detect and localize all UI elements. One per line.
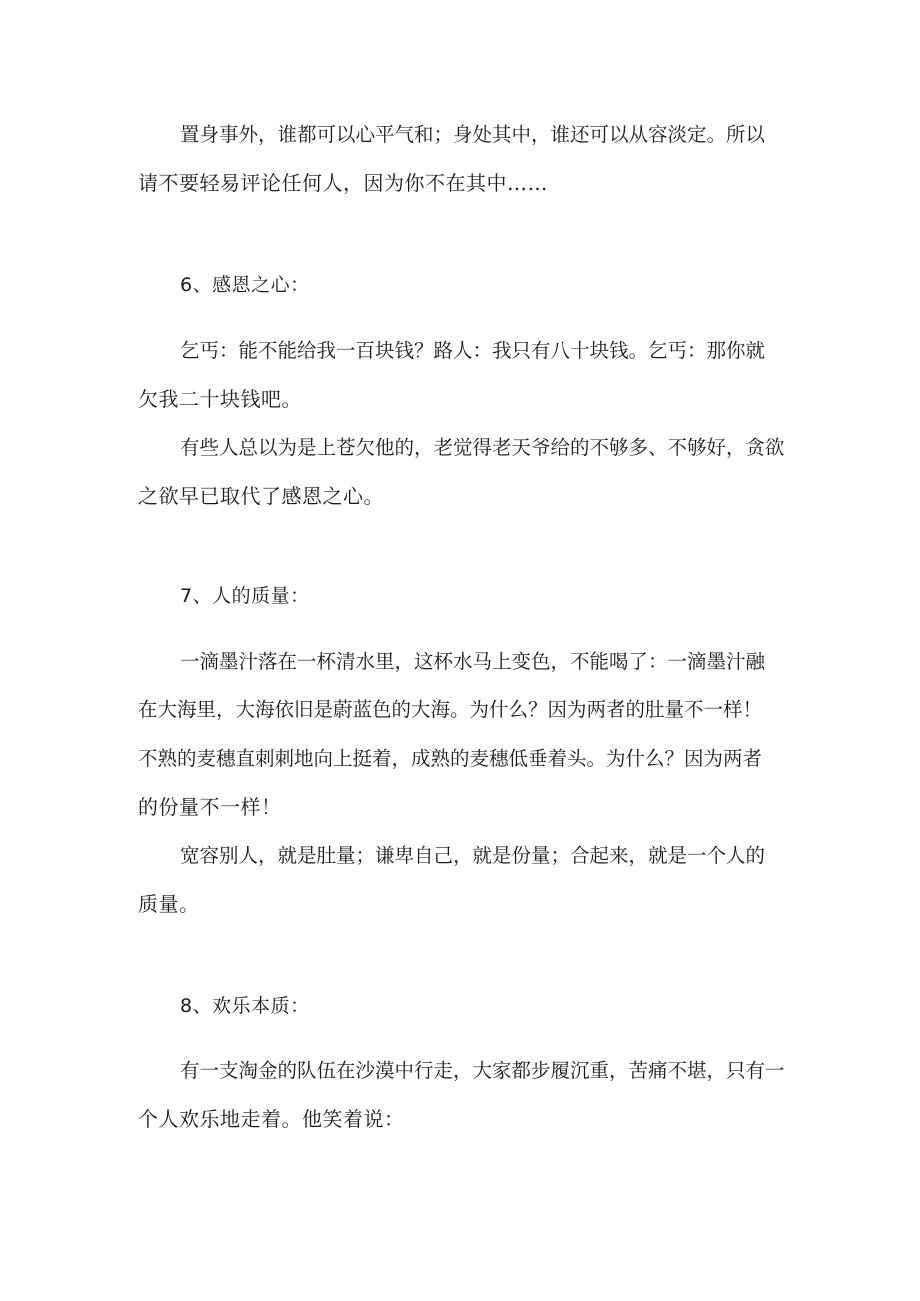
paragraph-line: 置身事外，谁都可以心平气和；身处其中，谁还可以从容淡定。所以 (180, 123, 766, 146)
paragraph-line: 有些人总以为是上苍欠他的，老觉得老天爷给的不够多、不够好，贪欲 (180, 436, 785, 459)
paragraph-line: 欠我二十块钱吧。 (138, 387, 302, 411)
paragraph-line: 的份量不一样！ (138, 795, 282, 819)
paragraph-line: 乞丐：能不能给我一百块钱？路人：我只有八十块钱。乞丐：那你就 (180, 339, 766, 362)
paragraph-line: 质量。 (138, 892, 200, 916)
paragraph-line: 一滴墨汁落在一杯清水里，这杯水马上变色，不能喝了：一滴墨汁融 (180, 650, 766, 673)
paragraph-line: 之欲早已取代了感恩之心。 (138, 484, 384, 508)
paragraph-line: 个人欢乐地走着。他笑着说： (138, 1107, 405, 1131)
paragraph-line: 请不要轻易评论任何人，因为你不在其中…… (138, 171, 548, 195)
paragraph-line: 在大海里，大海依旧是蔚蓝色的大海。为什么？因为两者的肚量不一样！ (138, 698, 763, 721)
section-heading-6: 6、感恩之心： (180, 274, 310, 296)
section-heading-8: 8、欢乐本质： (180, 995, 310, 1017)
paragraph-line: 有一支淘金的队伍在沙漠中行走，大家都步履沉重，苦痛不堪，只有一 (180, 1059, 785, 1082)
section-heading-7: 7、人的质量： (180, 585, 310, 607)
paragraph-line: 宽容别人，就是肚量；谦卑自己，就是份量；合起来，就是一个人的 (180, 844, 766, 867)
paragraph-line: 不熟的麦穗直刺刺地向上挺着，成熟的麦穗低垂着头。为什么？因为两者 (138, 747, 763, 770)
